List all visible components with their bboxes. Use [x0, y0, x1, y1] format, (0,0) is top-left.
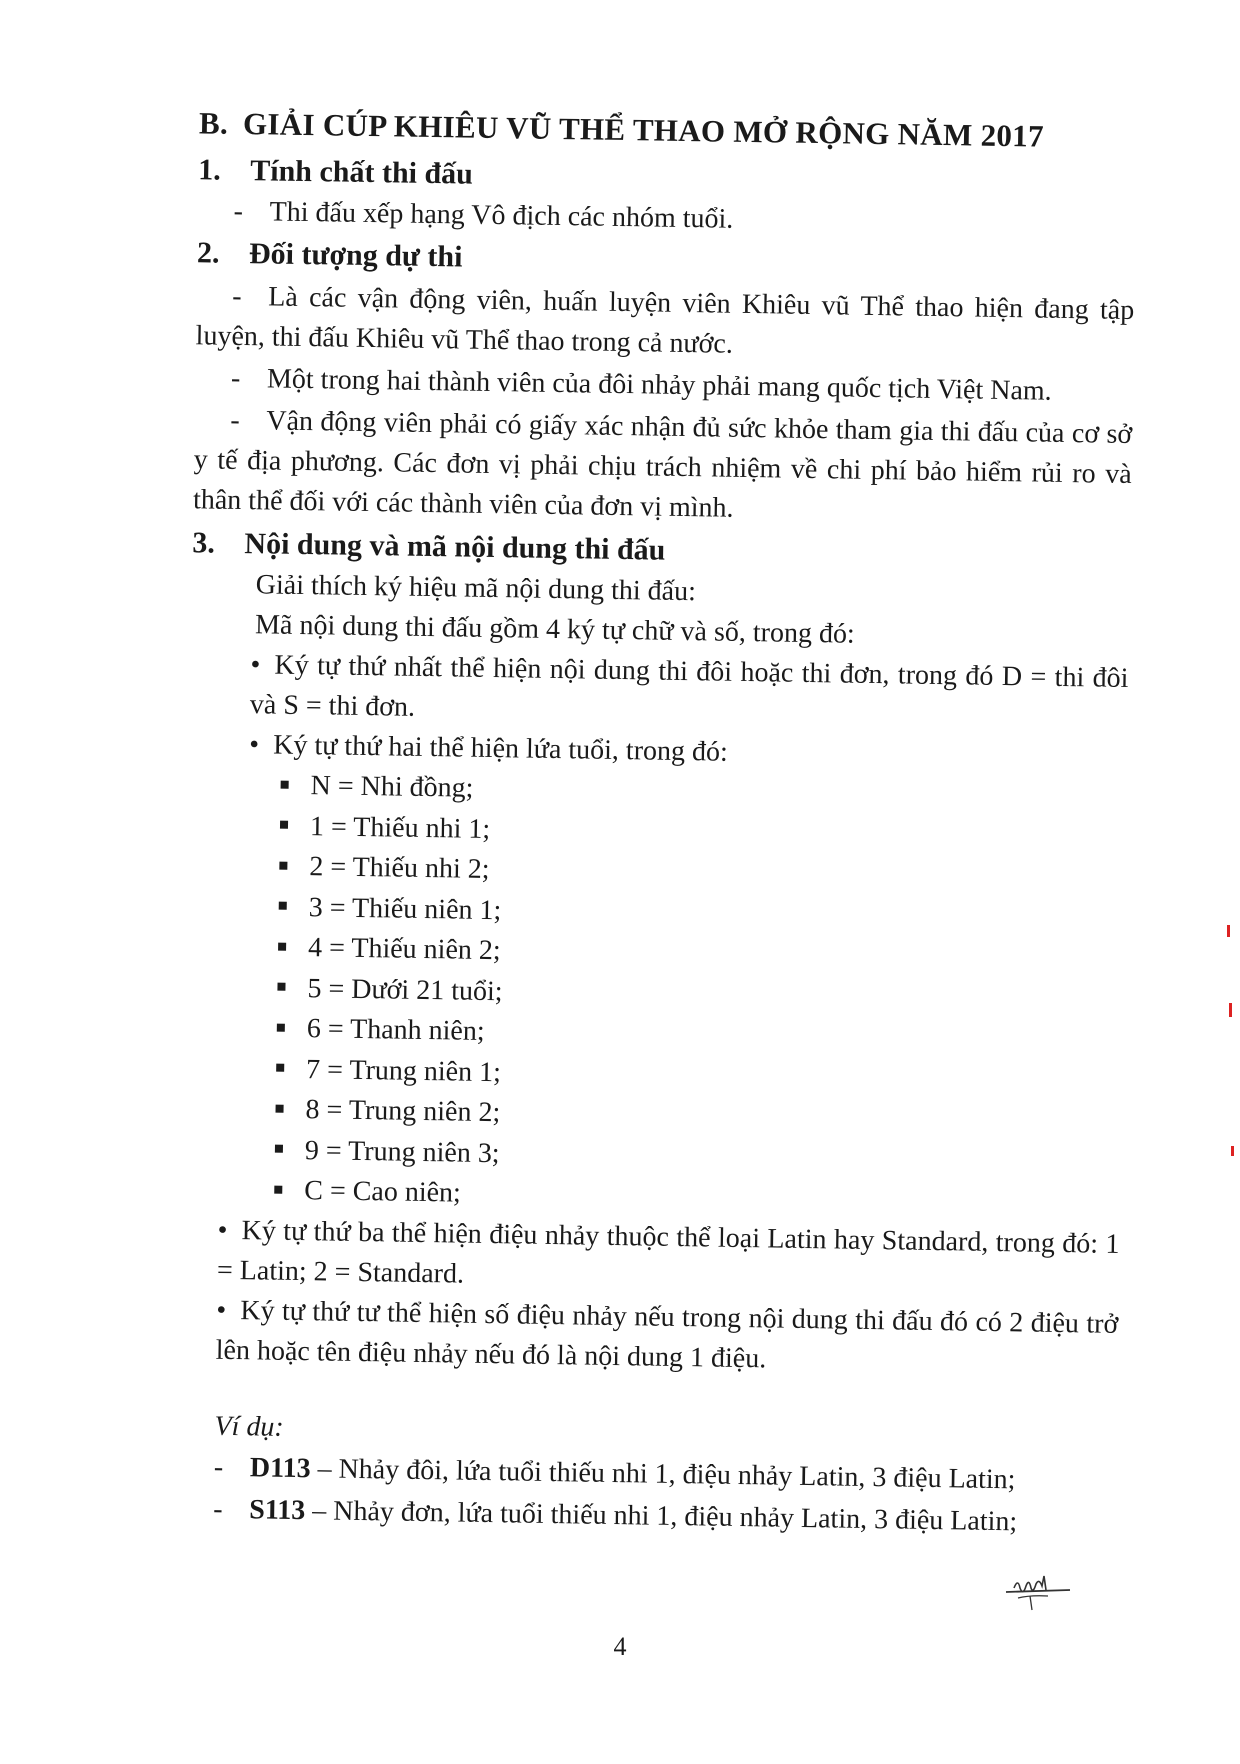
- scan-edge-mark: [1231, 1146, 1234, 1156]
- heading-1-title: Tính chất thi đấu: [250, 154, 474, 191]
- age-group-text: 8 = Trung niên 2;: [305, 1094, 501, 1129]
- section-heading: [199, 105, 1137, 156]
- scan-edge-mark: [1227, 925, 1230, 937]
- heading-3-number: 3.: [192, 526, 216, 560]
- section-title: GIẢI CÚP KHIÊU VŨ THỂ THAO MỞ RỘNG NĂM 2017: [242, 106, 1045, 154]
- square-bullet-icon: [277, 983, 285, 991]
- bullet-marker: •: [249, 729, 260, 761]
- handwritten-initials-signature: [1000, 1570, 1080, 1620]
- square-bullet-icon: [279, 902, 287, 910]
- heading-3-title: Nội dung và mã nội dung thi đấu: [244, 527, 666, 567]
- item2-para-3-text: Vận động viên phải có giấy xác nhận đủ sức khỏe tham gia thi đấu của cơ sở y tế địa phương. Các đơn vị phải chịu trách nhiệm về chi phí bảo hiểm rủi ro và thân thể đối với các thành viên của đơn vị mình.: [192, 405, 1133, 524]
- section-label: B.: [198, 105, 229, 141]
- item1-text: Thi đấu xếp hạng Vô địch các nhóm tuổi.: [269, 196, 734, 235]
- item2-para-1: [195, 276, 1134, 371]
- bullet-marker: •: [216, 1294, 227, 1326]
- dash-marker: -: [213, 1451, 224, 1483]
- square-bullet-icon: [277, 1023, 285, 1031]
- heading-1-number: 1.: [198, 153, 222, 187]
- dash-marker: -: [230, 362, 241, 394]
- age-group-text: 5 = Dưới 21 tuổi;: [307, 972, 503, 1007]
- age-group-text: 2 = Thiếu nhi 2;: [309, 851, 490, 885]
- dash-marker: -: [232, 280, 242, 313]
- square-bullet-icon: [274, 1185, 282, 1193]
- bullet-marker: •: [217, 1214, 228, 1246]
- dash-marker: -: [213, 1493, 223, 1525]
- bullet-first-character-text: Ký tự thứ nhất thể hiện nội dung thi đôi hoặc thi đơn, trong đó D = thi đôi và S = thi đơn.: [249, 649, 1129, 723]
- age-group-text: C = Cao niên;: [304, 1175, 462, 1209]
- item2-para-2-text: Một trong hai thành viên của đôi nhảy phải mang quốc tịch Việt Nam.: [266, 363, 1052, 407]
- age-group-text: 9 = Trung niên 3;: [304, 1134, 500, 1169]
- square-bullet-icon: [281, 780, 289, 788]
- dash-marker: -: [233, 195, 244, 228]
- square-bullet-icon: [278, 942, 286, 950]
- age-group-text: 4 = Thiếu niên 2;: [307, 932, 501, 967]
- bullet-third-character-text: Ký tự thứ ba thể hiện điệu nhảy thuộc thể loại Latin hay Standard, trong đó: 1 = Latin; 2 = Standard.: [216, 1214, 1120, 1290]
- heading-2-title: Đối tượng dự thi: [248, 237, 463, 274]
- example-code: S113: [249, 1493, 306, 1526]
- intro-line-1: Giải thích ký hiệu mã nội dung thi đấu:: [255, 569, 697, 608]
- square-bullet-icon: [280, 821, 288, 829]
- example-code: D113: [249, 1451, 311, 1484]
- example-text: – Nhảy đôi, lứa tuổi thiếu nhi 1, điệu nhảy Latin, 3 điệu Latin;: [310, 1452, 1016, 1495]
- square-bullet-icon: [279, 861, 287, 869]
- bullet-second-character-text: Ký tự thứ hai thể hiện lứa tuổi, trong đó:: [273, 729, 729, 768]
- heading-2-number: 2.: [196, 236, 220, 270]
- square-bullet-icon: [276, 1104, 284, 1112]
- bullet-fourth-character: [179, 1290, 1118, 1385]
- age-group-text: 1 = Thiếu nhi 1;: [309, 810, 491, 845]
- page-number: 4: [613, 1632, 627, 1661]
- age-group-list: [182, 764, 1127, 1224]
- bullet-first-character: [190, 644, 1129, 739]
- example-label: Ví dụ:: [214, 1410, 285, 1443]
- square-bullet-icon: [275, 1145, 283, 1153]
- age-group-text: N = Nhi đồng;: [310, 770, 474, 804]
- age-group-text: 7 = Trung niên 1;: [305, 1053, 502, 1088]
- item2-para-1-text: Là các vận động viên, huấn luyện viên Khiêu vũ Thể thao hiện đang tập luyện, thi đấu Khiêu vũ Thể thao trong cả nước.: [195, 281, 1135, 360]
- dash-marker: -: [230, 404, 240, 436]
- bullet-third-character: [181, 1210, 1120, 1305]
- intro-line-2: Mã nội dung thi đấu gồm 4 ký tự chữ và số, trong đó:: [254, 609, 855, 650]
- bullet-marker: •: [250, 649, 261, 681]
- age-group-text: 6 = Thanh niên;: [306, 1013, 485, 1047]
- scan-edge-mark: [1229, 1003, 1232, 1017]
- example-text: – Nhảy đơn, lứa tuổi thiếu nhi 1, điệu nhảy Latin, 3 điệu Latin;: [305, 1494, 1018, 1537]
- item2-para-3: [193, 400, 1133, 535]
- square-bullet-icon: [276, 1064, 284, 1072]
- bullet-fourth-character-text: Ký tự thứ tư thể hiện số điệu nhảy nếu trong nội dung thi đấu đó có 2 điệu trở lên hoặc tên điệu nhảy nếu đó là nội dung 1 điệu.: [215, 1294, 1119, 1374]
- age-group-text: 3 = Thiếu niên 1;: [308, 891, 502, 926]
